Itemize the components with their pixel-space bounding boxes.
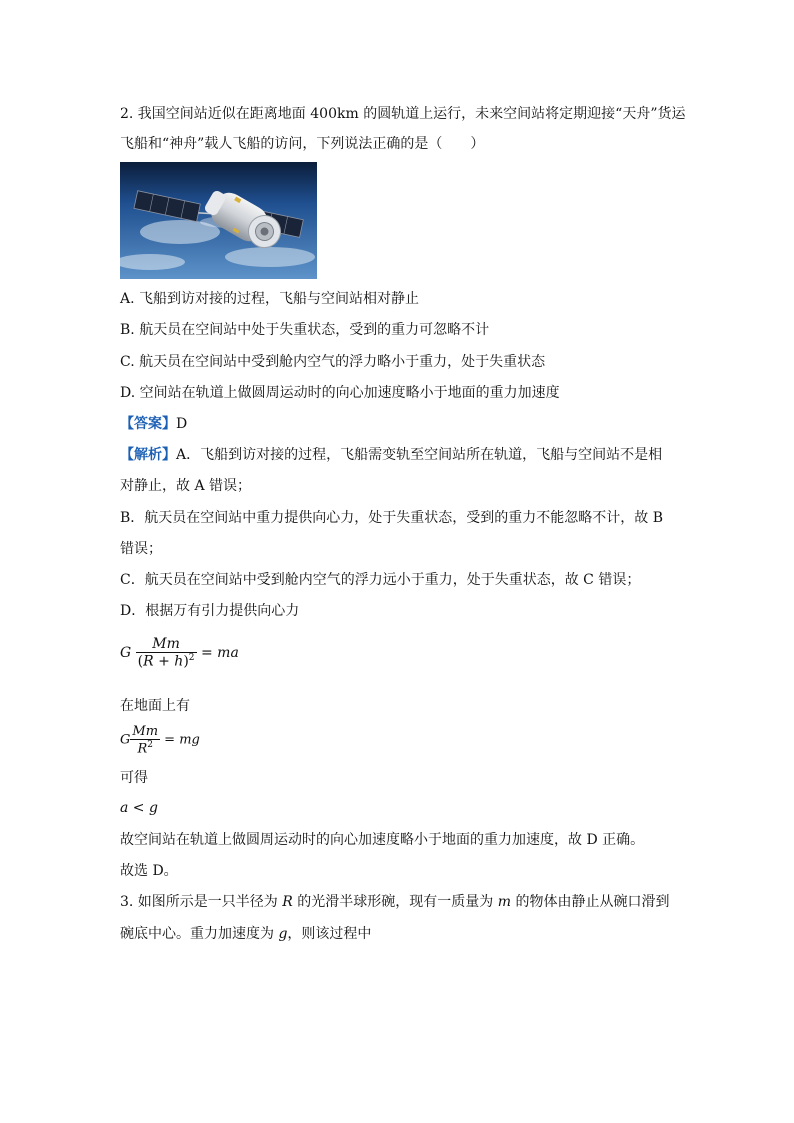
f1-denominator: $(R + h)^2$ (137, 653, 195, 670)
analysis-label: 【解析】 (120, 447, 176, 463)
ground-text: 在地面上有 (120, 698, 190, 714)
analysis-line-4: 错误； (120, 541, 162, 557)
f2-g: G (120, 732, 131, 748)
option-c: C. 航天员在空间站中受到舱内空气的浮力略小于重力，处于失重状态 (120, 354, 546, 370)
analysis-line-6: D．根据万有引力提供向心力 (120, 603, 300, 619)
f2-fraction (130, 724, 160, 756)
q2-stem-line-2: 飞船和“神舟”载人飞船的访问，下列说法正确的是（ ） (120, 136, 485, 152)
f2-rhs: = mg (160, 732, 200, 748)
conclusion-line: 故空间站在轨道上做圆周运动时的向心加速度略小于地面的重力加速度，故 D 正确。 (120, 832, 645, 848)
option-a: A. 飞船到访对接的过程，飞船与空间站相对静止 (120, 291, 420, 307)
answer-line (120, 414, 187, 434)
f1-g: G (120, 644, 132, 661)
space-station-illustration (120, 162, 317, 279)
f2-denominator: $R^2$ (130, 739, 160, 756)
option-b: B. 航天员在空间站中处于失重状态，受到的重力可忽略不计 (120, 322, 490, 338)
space-station-photo (120, 162, 317, 279)
analysis-line-2: 对静止，故 A 错误； (120, 478, 252, 494)
analysis-line-1 (120, 445, 662, 465)
f1-fraction (136, 636, 197, 670)
formula-gravity-ground (120, 724, 200, 756)
q3-stem-line-1: 3. 如图所示是一只半径为 R 的光滑半球形碗，现有一质量为 m 的物体由静止从碗口滑到 (120, 894, 670, 910)
obtain-text: 可得 (120, 770, 148, 786)
q3-stem-line-2: 碗底中心。重力加速度为 g，则该过程中 (120, 926, 372, 942)
f1-rhs: = ma (196, 644, 239, 661)
analysis-text-1: A．飞船到访对接的过程，飞船需变轨至空间站所在轨道，飞船与空间站不是相 (176, 447, 663, 463)
option-d: D. 空间站在轨道上做圆周运动时的向心加速度略小于地面的重力加速度 (120, 385, 560, 401)
answer-value: D (176, 416, 188, 432)
q3-gravity-symbol: g (278, 926, 288, 942)
choose-line: 故选 D。 (120, 863, 178, 879)
analysis-line-3: B．航天员在空间站中重力提供向心力，处于失重状态，受到的重力不能忽略不计，故 B (120, 510, 664, 526)
q3-mass-symbol: m (497, 894, 511, 910)
q3-radius-symbol: R (282, 894, 293, 910)
answer-label: 【答案】 (120, 416, 176, 432)
f2-numerator: Mm (132, 724, 159, 739)
analysis-line-5: C．航天员在空间站中受到舱内空气的浮力远小于重力，处于失重状态，故 C 错误； (120, 572, 641, 588)
q2-stem-line-1: 2. 我国空间站近似在距离地面 400km 的圆轨道上运行，未来空间站将定期迎接“天舟”货运 (120, 106, 686, 122)
f1-numerator: Mm (152, 636, 180, 652)
formula-inequality: a < g (120, 800, 158, 816)
formula-gravity-orbit (120, 636, 239, 670)
